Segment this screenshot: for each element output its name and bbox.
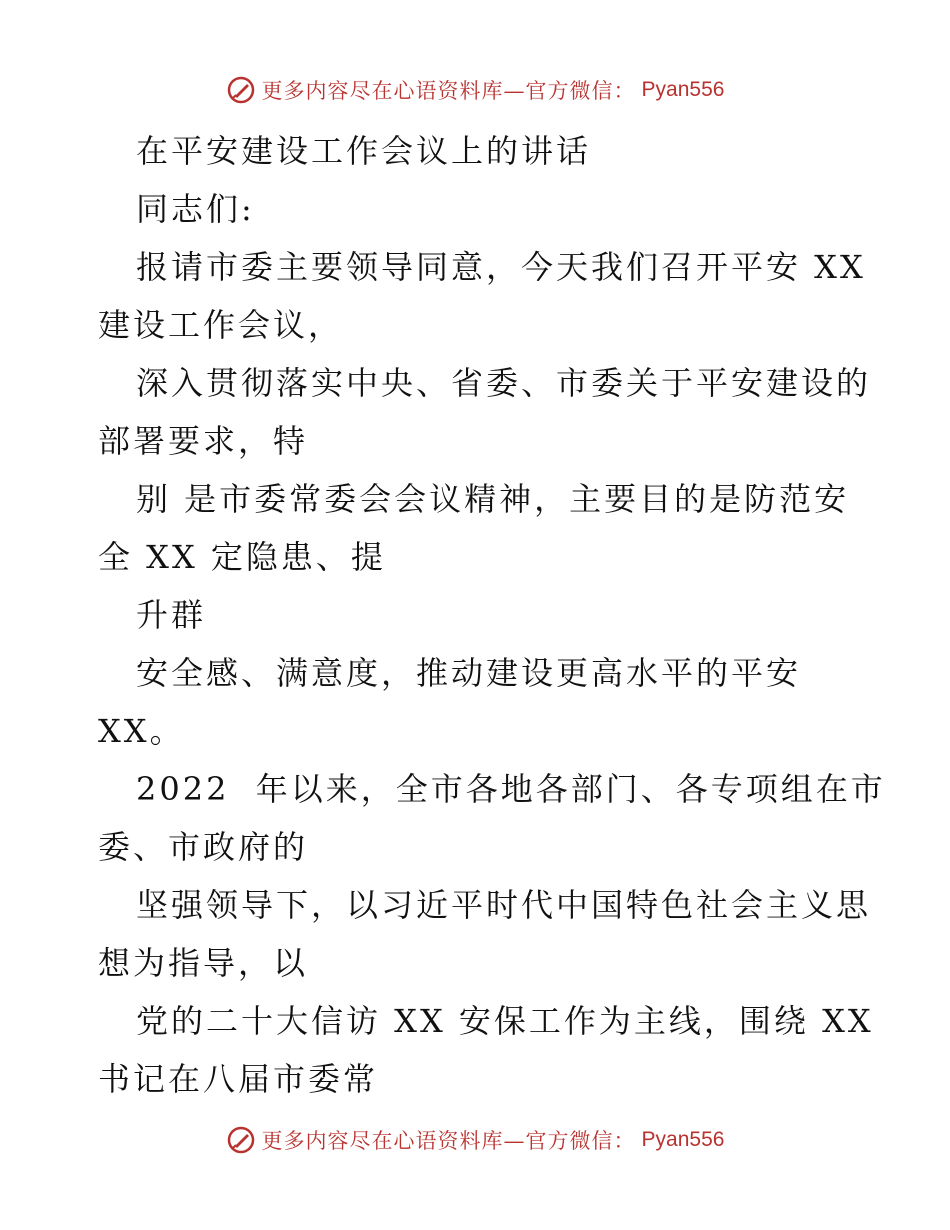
salutation: 同志们: bbox=[136, 190, 255, 228]
text-line: 升群 bbox=[136, 596, 207, 634]
text-line: 坚强领导下，以习近平时代中国特色社会主义思 bbox=[136, 886, 872, 924]
footer-banner-text: 更多内容尽在心语资料库—官方微信： bbox=[261, 1129, 636, 1153]
text-line: 别 是市委常委会会议精神，主要目的是防范安 bbox=[136, 480, 850, 518]
document-body bbox=[98, 122, 898, 1108]
document-title: 在平安建设工作会议上的讲话 bbox=[136, 132, 592, 170]
text-line: 深入贯彻落实中央、省委、市委关于平安建设的 bbox=[136, 364, 872, 402]
text-line: 委、市政府的 bbox=[98, 828, 309, 866]
text-line: 党的二十大信访 XX 安保工作为主线，围绕 XX bbox=[136, 1002, 874, 1040]
text-line: 书记在八届市委常 bbox=[98, 1060, 379, 1098]
text-line: XX。 bbox=[98, 712, 185, 750]
text-line: 全 XX 定隐患、提 bbox=[98, 538, 386, 576]
text-line: 报请市委主要领导同意，今天我们召开平安 XX bbox=[136, 248, 866, 286]
text-line: 安全感、满意度，推动建设更高水平的平安 bbox=[136, 654, 802, 692]
header-banner bbox=[0, 72, 950, 108]
footer-banner bbox=[0, 1122, 950, 1158]
text-line: 想为指导，以 bbox=[98, 944, 309, 982]
text-line: 2022 年以来，全市各地各部门、各专项组在市 bbox=[136, 770, 886, 808]
feather-pen-logo-icon bbox=[226, 75, 256, 105]
text-line: 部署要求，特 bbox=[98, 422, 309, 460]
footer-banner-id: Pyan556 bbox=[641, 1128, 725, 1151]
text-line: 建设工作会议， bbox=[98, 306, 344, 344]
feather-pen-logo-icon bbox=[226, 1125, 256, 1155]
header-banner-text: 更多内容尽在心语资料库—官方微信： bbox=[261, 79, 636, 103]
header-banner-id: Pyan556 bbox=[641, 78, 725, 101]
